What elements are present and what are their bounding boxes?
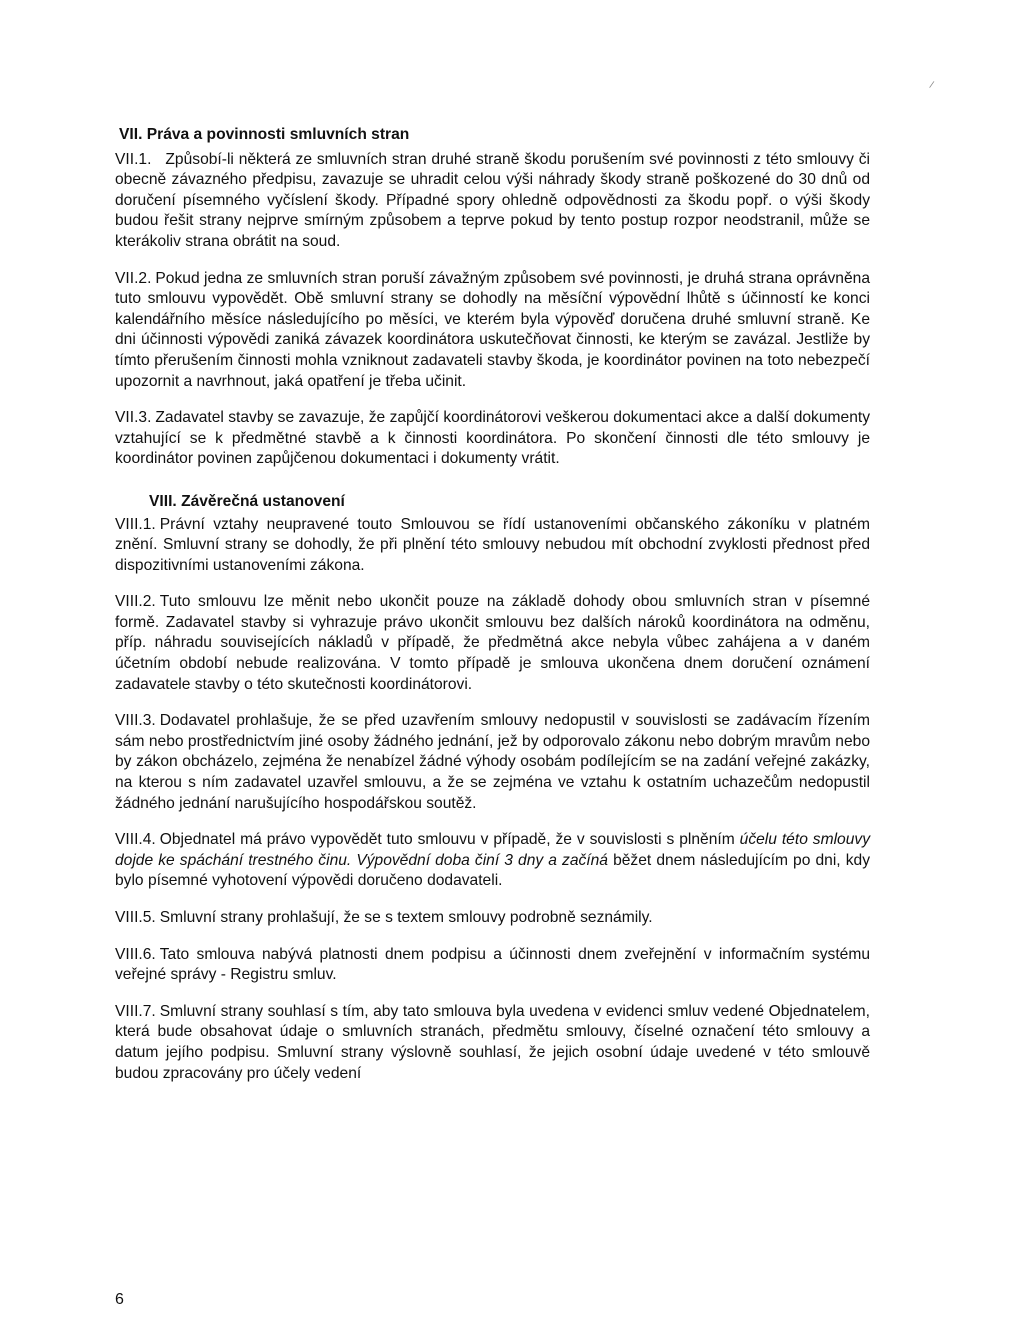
paragraph-viii-3 (115, 711, 870, 814)
section-heading-viii: VIII. Závěrečná ustanovení (149, 492, 345, 510)
section-heading-vii: VII. Práva a povinnosti smluvních stran (119, 126, 410, 143)
paragraph-vii-3 (115, 408, 870, 470)
paragraph-number: VIII.1. (115, 515, 156, 533)
paragraph-viii-7 (115, 1002, 870, 1084)
paragraph-text: Tato smlouva nabývá platnosti dnem podpisu a účinnosti dnem zveřejnění v informačním systému veřejné správy - Registru smluv. (115, 945, 870, 984)
paragraph-number: VII.3. (115, 409, 152, 427)
paragraph-viii-1 (115, 515, 870, 577)
paragraph-text: Dodavatel prohlašuje, že se před uzavřením smlouvy nedopustil v souvislosti se zadávacím řízením sám nebo prostřednictvím jiné osoby žádného jednání, jež by odporovalo zákonu nebo dobrým mravům nebo by zákon obcházelo, zejména že nenabízel žádné výhody osobám podílejícím se na zadání veřejné zakázky, na kterou s ním zadavatel uzavřel smlouvu, a že se zejména ve vztahu k ostatním uchazečům nedopustil žádného jednání narušujícího hospodářskou soutěž. (115, 712, 870, 812)
paragraph-text: Smluvní strany souhlasí s tím, aby tato smlouva byla uvedena v evidenci smluv vedené Objednatelem, která bude obsahovat údaje o smluvních stranách, předmětu smlouvy, číselné označení této smlouvy a datum jejího podpisu. Smluvní strany výslovně souhlasí, že jejich osobní údaje uvedené v této smlouvě budou zpracovány pro účely vedení (115, 1002, 870, 1082)
paragraph-text: Pokud jedna ze smluvních stran poruší závažným způsobem své povinnosti, je druhá strana oprávněna tuto smlouvu vypovědět. Obě smluvní strany se dohodly na měsíční výpovědní lhůtě s účinností ke konci kalendářního měsíce následujícího po měsíci, ve kterém byla výpověď doručena druhé smluvní straně. Ke dni účinnosti výpovědi zaniká závazek koordinátora uskutečňovat činnosti, ke kterým se zavázal. Jestliže by tímto přerušením činnosti mohla vzniknout zadavateli stavby škoda, je koordinátor povinen na toto nebezpečí upozornit a navrhnout, jaká opatření je třeba učinit. (115, 269, 870, 390)
paragraph-text-start: Objednatel má právo vypovědět tuto smlouvu v případě, že v souvislosti s plněním (159, 831, 740, 849)
paragraph-text: Způsobí-li některá ze smluvních stran druhé straně škodu porušením své povinnosti z této smlouvy či obecně závazného předpisu, zavazuje se uhradit celou výši náhrady škody straně poškozené do 30 dnů od doručení písemného vyčíslení škody. Případné spory ohledně odpovědnosti za škodu popř. o výši škody budou řešit strany nejprve smírným způsobem a teprve pokud by tento postup rozpor neodstranil, může se kterákoliv strana obrátit na soud. (115, 150, 870, 250)
paragraph-number: VIII.5. (115, 909, 156, 926)
paragraph-text: Smluvní strany prohlašují, že se s textem smlouvy podrobně seznámily. (159, 909, 653, 926)
paragraph-number: VII.1. (115, 150, 152, 168)
paragraph-number: VIII.7. (115, 1002, 156, 1020)
scan-mark: / (928, 79, 935, 92)
paragraph-text: Zadavatel stavby se zavazuje, že zapůjčí koordinátorovi veškerou dokumentaci akce a další dokumenty vztahující se k předmětné stavbě a k činnosti koordinátora. Po skončení činnosti dle této smlouvy je koordinátor povinen zapůjčenou dokumentaci i dokumenty vrátit. (115, 409, 870, 468)
paragraph-number: VIII.3. (115, 712, 156, 730)
paragraph-viii-4 (115, 830, 870, 892)
paragraph-text: Tuto smlouvu lze měnit nebo ukončit pouze na základě dohody obou smluvních stran v písemné formě. Zadavatel stavby si vyhrazuje právo ukončit smlouvu bez dalších nároků koordinátora na odměnu, příp. náhradu souvisejících nákladů v případě, že předmětná akce nebyla vůbec zahájena a v daném účetním období nebude realizována. V tomto případě je smlouva ukončena dnem doručení oznámení zadavatele stavby o této skutečnosti koordinátorovi. (115, 593, 870, 693)
paragraph-vii-1 (115, 150, 870, 253)
paragraph-number: VIII.6. (115, 945, 156, 963)
paragraph-viii-6 (115, 945, 870, 986)
paragraph-text-italic: účelu této smlouvy dojde ke spáchání trestného činu. Výpovědní doba činí 3 dny a začíná (115, 831, 870, 869)
paragraph-viii-5 (115, 908, 870, 929)
paragraph-viii-2 (115, 592, 870, 695)
paragraph-number: VIII.4. (115, 831, 156, 849)
paragraph-number: VIII.2. (115, 593, 156, 611)
paragraph-vii-2 (115, 269, 870, 393)
document-body (115, 125, 870, 1100)
paragraph-text-end: běžet dnem následujícím po dni, kdy bylo písemné vyhotovení výpovědi doručeno dodavateli. (115, 851, 870, 890)
page-number: 6 (115, 1291, 124, 1308)
paragraph-text: Právní vztahy neupravené touto Smlouvou se řídí ustanoveními občanského zákoníku v platném znění. Smluvní strany se dohodly, že při plnění této smlouvy nebudou mít obchodní zvyklosti přednost před dispozitivními ustanoveními zákona. (115, 515, 870, 574)
paragraph-number: VII.2. (115, 269, 152, 287)
